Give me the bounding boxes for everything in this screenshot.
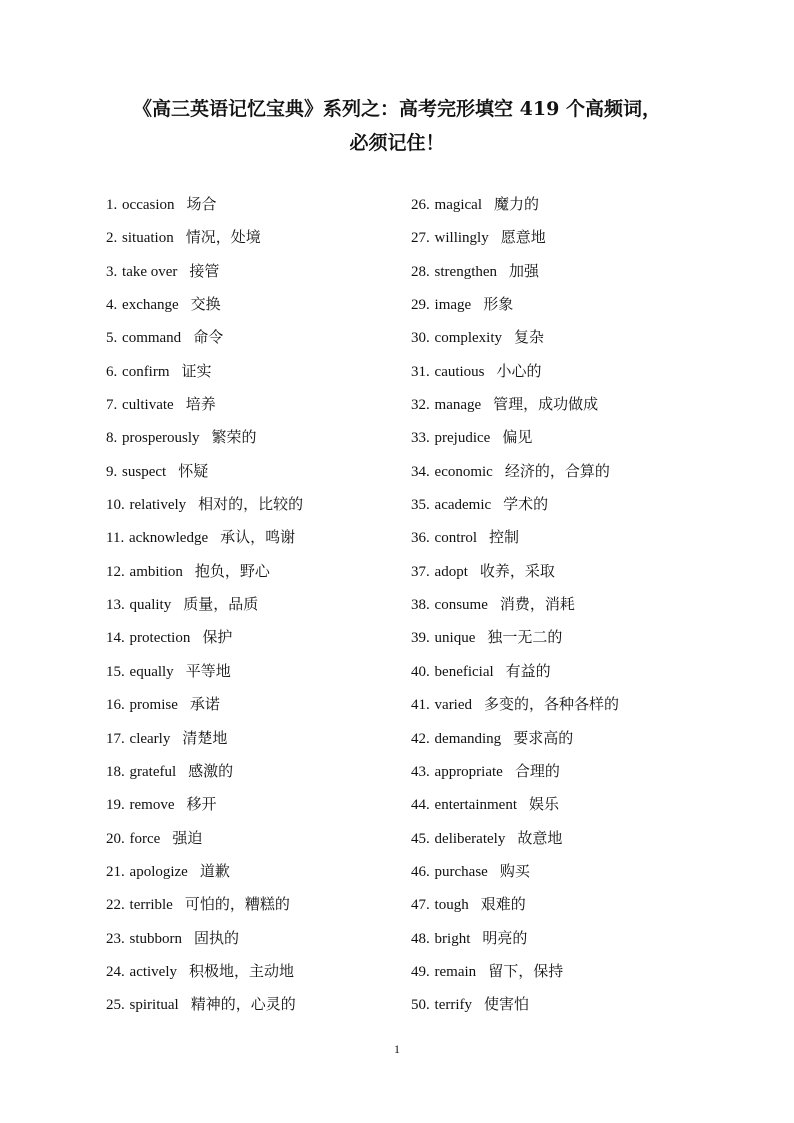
vocab-item (106, 321, 303, 354)
vocab-number: 34. (411, 463, 430, 480)
vocab-number: 38. (411, 597, 430, 614)
vocab-item (411, 355, 619, 388)
vocab-item (106, 855, 303, 888)
vocab-chinese-meaning: 明亮的 (482, 928, 528, 947)
vocab-english-word: confirm (122, 363, 170, 380)
vocab-number: 6. (106, 363, 118, 380)
vocab-english-word: quality (129, 597, 172, 614)
vocab-chinese-meaning: 情况，处境 (185, 228, 261, 247)
vocab-number: 22. (106, 897, 125, 914)
vocab-english-word: remove (129, 797, 175, 814)
vocab-chinese-meaning: 娱乐 (529, 795, 560, 814)
vocab-english-word: spiritual (129, 997, 179, 1014)
vocab-item (411, 655, 619, 688)
page-number: 1 (394, 1042, 400, 1056)
vocab-number: 21. (106, 863, 125, 880)
vocab-english-word: terrible (129, 897, 173, 914)
vocab-item (106, 822, 303, 855)
vocab-english-word: manage (434, 397, 482, 414)
vocab-number: 1. (106, 197, 118, 213)
vocab-item (411, 521, 619, 554)
vocab-item (106, 521, 303, 554)
vocab-item (411, 221, 619, 254)
vocab-chinese-meaning: 要求高的 (513, 728, 574, 747)
vocab-item (106, 955, 303, 988)
vocab-english-word: clearly (129, 730, 171, 747)
vocab-item (411, 321, 619, 354)
vocab-item (411, 188, 619, 221)
vocab-chinese-meaning: 平等地 (185, 661, 231, 680)
vocab-number: 41. (411, 697, 430, 714)
vocab-number: 39. (411, 630, 430, 647)
vocab-number: 44. (411, 797, 430, 814)
vocab-item (106, 788, 303, 821)
vocab-english-word: prosperously (122, 430, 200, 447)
vocab-number: 9. (106, 463, 118, 480)
vocab-item (106, 388, 303, 421)
page-title (0, 92, 794, 160)
vocab-number: 4. (106, 297, 118, 314)
vocab-list-left (106, 188, 303, 1022)
vocab-english-word: control (434, 530, 478, 547)
vocab-english-word: remain (434, 963, 477, 980)
vocab-number: 15. (106, 663, 125, 680)
vocab-number: 7. (106, 397, 118, 414)
vocab-english-word: magical (434, 197, 483, 213)
vocab-item (411, 621, 619, 654)
vocab-item (411, 388, 619, 421)
vocab-english-word: promise (129, 697, 178, 714)
vocab-chinese-meaning: 控制 (489, 528, 520, 547)
vocab-item (411, 421, 619, 454)
vocab-english-word: force (129, 830, 161, 847)
vocab-number: 16. (106, 697, 125, 714)
vocab-chinese-meaning: 交换 (190, 295, 221, 314)
vocab-chinese-meaning: 形象 (483, 295, 514, 314)
vocab-number: 47. (411, 897, 430, 914)
vocab-number: 26. (411, 197, 430, 213)
vocab-english-word: entertainment (434, 797, 517, 814)
vocab-chinese-meaning: 固执的 (194, 928, 240, 947)
vocab-english-word: protection (129, 630, 191, 647)
vocab-english-word: demanding (434, 730, 502, 747)
vocab-chinese-meaning: 魔力的 (494, 195, 540, 213)
vocab-number: 45. (411, 830, 430, 847)
vocab-number: 30. (411, 330, 430, 347)
vocab-item (106, 555, 303, 588)
vocab-item (411, 888, 619, 921)
vocab-english-word: relatively (129, 497, 187, 514)
vocab-item (106, 722, 303, 755)
vocab-chinese-meaning: 有益的 (505, 661, 551, 680)
vocab-item (106, 188, 303, 221)
vocab-chinese-meaning: 强迫 (172, 828, 203, 847)
vocab-chinese-meaning: 收养，采取 (479, 561, 555, 580)
vocab-number: 13. (106, 597, 125, 614)
vocab-english-word: occasion (122, 197, 175, 213)
vocab-item (106, 455, 303, 488)
vocab-number: 25. (106, 997, 125, 1014)
vocab-item (106, 988, 303, 1021)
vocab-english-word: beneficial (434, 663, 494, 680)
vocab-chinese-meaning: 场合 (186, 195, 217, 213)
vocab-english-word: deliberately (434, 830, 506, 847)
vocab-english-word: ambition (129, 563, 183, 580)
vocab-english-word: prejudice (434, 430, 491, 447)
vocab-english-word: equally (129, 663, 174, 680)
vocab-number: 11. (106, 530, 125, 547)
vocab-item (411, 955, 619, 988)
vocab-item (106, 488, 303, 521)
vocab-item (106, 755, 303, 788)
vocab-number: 19. (106, 797, 125, 814)
vocab-english-word: complexity (434, 330, 503, 347)
vocab-chinese-meaning: 小心的 (496, 361, 542, 380)
vocab-chinese-meaning: 愿意地 (500, 228, 546, 247)
vocab-chinese-meaning: 繁荣的 (211, 428, 257, 447)
vocab-chinese-meaning: 相对的，比较的 (198, 495, 304, 514)
vocab-chinese-meaning: 消费，消耗 (499, 595, 575, 614)
vocab-english-word: suspect (122, 463, 167, 480)
vocab-english-word: adopt (434, 563, 468, 580)
vocab-number: 48. (411, 930, 430, 947)
vocab-chinese-meaning: 命令 (193, 328, 224, 347)
vocab-chinese-meaning: 多变的，各种各样的 (484, 695, 620, 714)
vocab-number: 33. (411, 430, 430, 447)
vocab-english-word: acknowledge (128, 530, 209, 547)
vocab-chinese-meaning: 可怕的，糟糕的 (184, 895, 290, 914)
vocab-number: 49. (411, 963, 430, 980)
vocab-number: 42. (411, 730, 430, 747)
vocab-english-word: actively (129, 963, 178, 980)
vocab-chinese-meaning: 偏见 (502, 428, 533, 447)
vocab-english-word: stubborn (129, 930, 183, 947)
vocab-chinese-meaning: 抱负，野心 (194, 561, 270, 580)
vocab-item (411, 555, 619, 588)
vocab-english-word: bright (434, 930, 471, 947)
vocab-english-word: take over (122, 263, 178, 280)
vocab-item (106, 621, 303, 654)
vocab-chinese-meaning: 经济的，合算的 (504, 461, 610, 480)
vocab-chinese-meaning: 管理，成功做成 (493, 395, 599, 414)
vocab-english-word: image (434, 297, 472, 314)
vocab-number: 28. (411, 263, 430, 280)
vocab-number: 46. (411, 863, 430, 880)
vocab-chinese-meaning: 清楚地 (182, 728, 228, 747)
vocab-chinese-meaning: 精神的，心灵的 (190, 995, 296, 1014)
vocab-chinese-meaning: 培养 (185, 395, 216, 414)
vocab-item (106, 588, 303, 621)
vocab-chinese-meaning: 加强 (509, 261, 540, 280)
vocab-chinese-meaning: 复杂 (514, 328, 545, 347)
vocab-chinese-meaning: 艰难的 (480, 895, 526, 914)
vocab-item (411, 488, 619, 521)
vocab-number: 29. (411, 297, 430, 314)
vocab-number: 32. (411, 397, 430, 414)
vocab-number: 17. (106, 730, 125, 747)
vocab-chinese-meaning: 积极地，主动地 (189, 961, 295, 980)
vocab-item (411, 255, 619, 288)
vocab-english-word: purchase (434, 863, 488, 880)
vocab-item (411, 822, 619, 855)
vocab-english-word: situation (122, 230, 174, 247)
vocab-number: 20. (106, 830, 125, 847)
vocab-english-word: exchange (122, 297, 179, 314)
vocab-item (411, 455, 619, 488)
vocab-number: 23. (106, 930, 125, 947)
vocab-number: 3. (106, 263, 118, 280)
vocab-english-word: unique (434, 630, 476, 647)
vocab-english-word: cultivate (122, 397, 174, 414)
vocab-number: 37. (411, 563, 430, 580)
vocab-item (106, 421, 303, 454)
vocab-chinese-meaning: 合理的 (514, 761, 560, 780)
vocab-english-word: grateful (129, 763, 177, 780)
vocab-chinese-meaning: 留下，保持 (488, 961, 564, 980)
vocab-english-word: economic (434, 463, 493, 480)
vocab-number: 5. (106, 330, 118, 347)
vocab-english-word: cautious (434, 363, 485, 380)
vocab-chinese-meaning: 质量，品质 (183, 595, 259, 614)
vocab-number: 14. (106, 630, 125, 647)
vocab-list-right (411, 188, 619, 1022)
vocab-number: 10. (106, 497, 125, 514)
title-line-2: 必须记住！ (349, 132, 445, 154)
vocab-item (411, 688, 619, 721)
vocab-item (411, 755, 619, 788)
vocab-item (411, 788, 619, 821)
vocab-item (106, 255, 303, 288)
vocab-chinese-meaning: 使害怕 (484, 995, 530, 1014)
vocab-chinese-meaning: 接管 (189, 261, 220, 280)
vocab-number: 43. (411, 763, 430, 780)
vocab-number: 50. (411, 997, 430, 1014)
vocab-item (411, 988, 619, 1021)
vocab-english-word: tough (434, 897, 469, 914)
vocab-number: 24. (106, 963, 125, 980)
vocab-chinese-meaning: 怀疑 (178, 461, 209, 480)
vocab-number: 36. (411, 530, 430, 547)
vocab-item (106, 922, 303, 955)
vocab-english-word: apologize (129, 863, 188, 880)
vocab-english-word: appropriate (434, 763, 503, 780)
vocab-chinese-meaning: 故意地 (517, 828, 563, 847)
vocab-number: 31. (411, 363, 430, 380)
vocab-english-word: terrify (434, 997, 473, 1014)
vocab-item (106, 888, 303, 921)
vocab-item (411, 722, 619, 755)
vocab-chinese-meaning: 承诺 (189, 695, 220, 714)
title-line-1: 《高三英语记忆宝典》系列之：高考完形填空 419 个高频词， (133, 98, 661, 120)
vocab-number: 27. (411, 230, 430, 247)
vocab-item (411, 288, 619, 321)
vocab-item (106, 288, 303, 321)
vocab-chinese-meaning: 移开 (186, 795, 217, 814)
vocab-english-word: willingly (434, 230, 489, 247)
vocab-chinese-meaning: 感激的 (188, 761, 234, 780)
vocab-number: 40. (411, 663, 430, 680)
vocab-number: 35. (411, 497, 430, 514)
vocab-english-word: consume (434, 597, 488, 614)
vocab-item (106, 688, 303, 721)
vocab-english-word: command (122, 330, 182, 347)
vocab-chinese-meaning: 保护 (202, 628, 233, 647)
vocab-english-word: academic (434, 497, 492, 514)
vocab-number: 8. (106, 430, 118, 447)
vocab-number: 18. (106, 763, 125, 780)
vocab-item (106, 355, 303, 388)
vocab-item (106, 221, 303, 254)
vocab-chinese-meaning: 购买 (499, 861, 530, 880)
vocab-chinese-meaning: 道歉 (199, 861, 230, 880)
vocab-item (106, 655, 303, 688)
vocab-chinese-meaning: 证实 (181, 361, 212, 380)
vocab-chinese-meaning: 独一无二的 (487, 628, 563, 647)
vocab-number: 2. (106, 230, 118, 247)
vocab-english-word: strengthen (434, 263, 498, 280)
vocab-number: 12. (106, 563, 125, 580)
vocab-chinese-meaning: 承认，鸣谢 (220, 528, 296, 547)
vocab-item (411, 588, 619, 621)
vocab-item (411, 855, 619, 888)
vocab-english-word: varied (434, 697, 473, 714)
vocab-chinese-meaning: 学术的 (503, 495, 549, 514)
vocab-item (411, 922, 619, 955)
